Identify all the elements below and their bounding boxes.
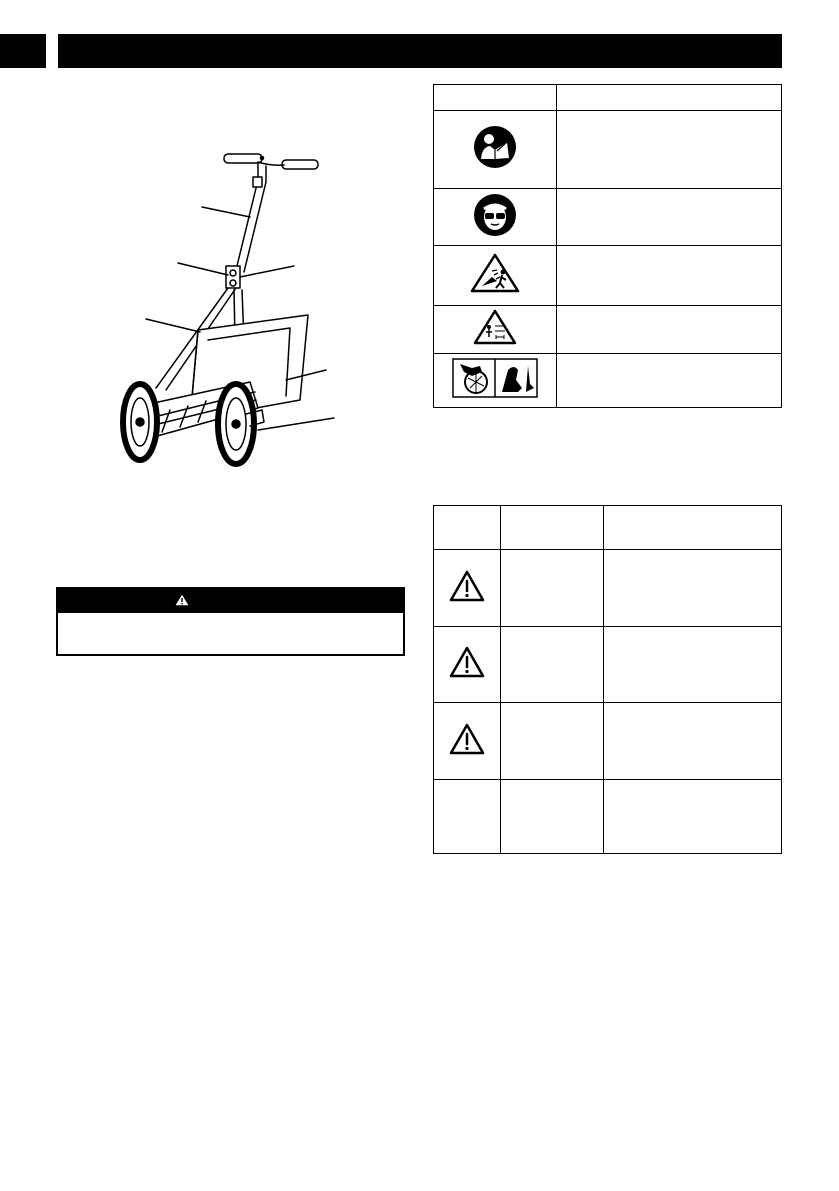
icon-cell [434,111,557,189]
icon-cell [434,189,557,246]
header-cell [604,506,782,550]
header-tab [0,34,46,68]
text-cell [557,354,782,408]
table-row [434,189,782,246]
mower-diagram [0,70,420,480]
read-manual-icon [473,125,517,169]
warning-triangle-icon [449,723,485,755]
table-row [434,306,782,354]
rotating-blades-hand-foot-icon [452,358,538,398]
icon-cell [434,550,501,627]
text-cell [557,111,782,189]
table-row [434,627,782,703]
warning-triangle-icon [175,594,189,606]
header-cell [434,85,557,111]
signal-word-table [433,505,782,854]
signal-word-cell [501,703,604,780]
header-bar [58,34,782,68]
icon-cell [434,780,501,854]
table-header-row [434,85,782,111]
table-row [434,354,782,408]
warning-header [58,589,403,613]
table-header-row [434,506,782,550]
reel-mower-illustration [0,70,420,480]
header-cell [501,506,604,550]
keep-bystanders-away-icon [473,309,517,345]
warning-triangle-icon [449,646,485,678]
signal-word-cell [501,550,604,627]
signal-word-cell [501,627,604,703]
meaning-cell [604,703,782,780]
icon-cell [434,703,501,780]
signal-word-cell [501,780,604,854]
text-cell [557,246,782,306]
table-row [434,550,782,627]
eye-protection-icon [473,193,517,237]
text-cell [557,189,782,246]
symbol-table [433,84,782,408]
text-cell [557,306,782,354]
table-row [434,246,782,306]
thrown-objects-icon [470,253,520,293]
header-cell [434,506,501,550]
icon-cell [434,627,501,703]
meaning-cell [604,627,782,703]
warning-box [56,587,405,656]
meaning-cell [604,780,782,854]
meaning-cell [604,550,782,627]
icon-cell [434,246,557,306]
icon-cell [434,306,557,354]
icon-cell [434,354,557,408]
table-row [434,780,782,854]
table-row [434,111,782,189]
warning-triangle-icon [449,570,485,602]
header-cell [557,85,782,111]
table-row [434,703,782,780]
